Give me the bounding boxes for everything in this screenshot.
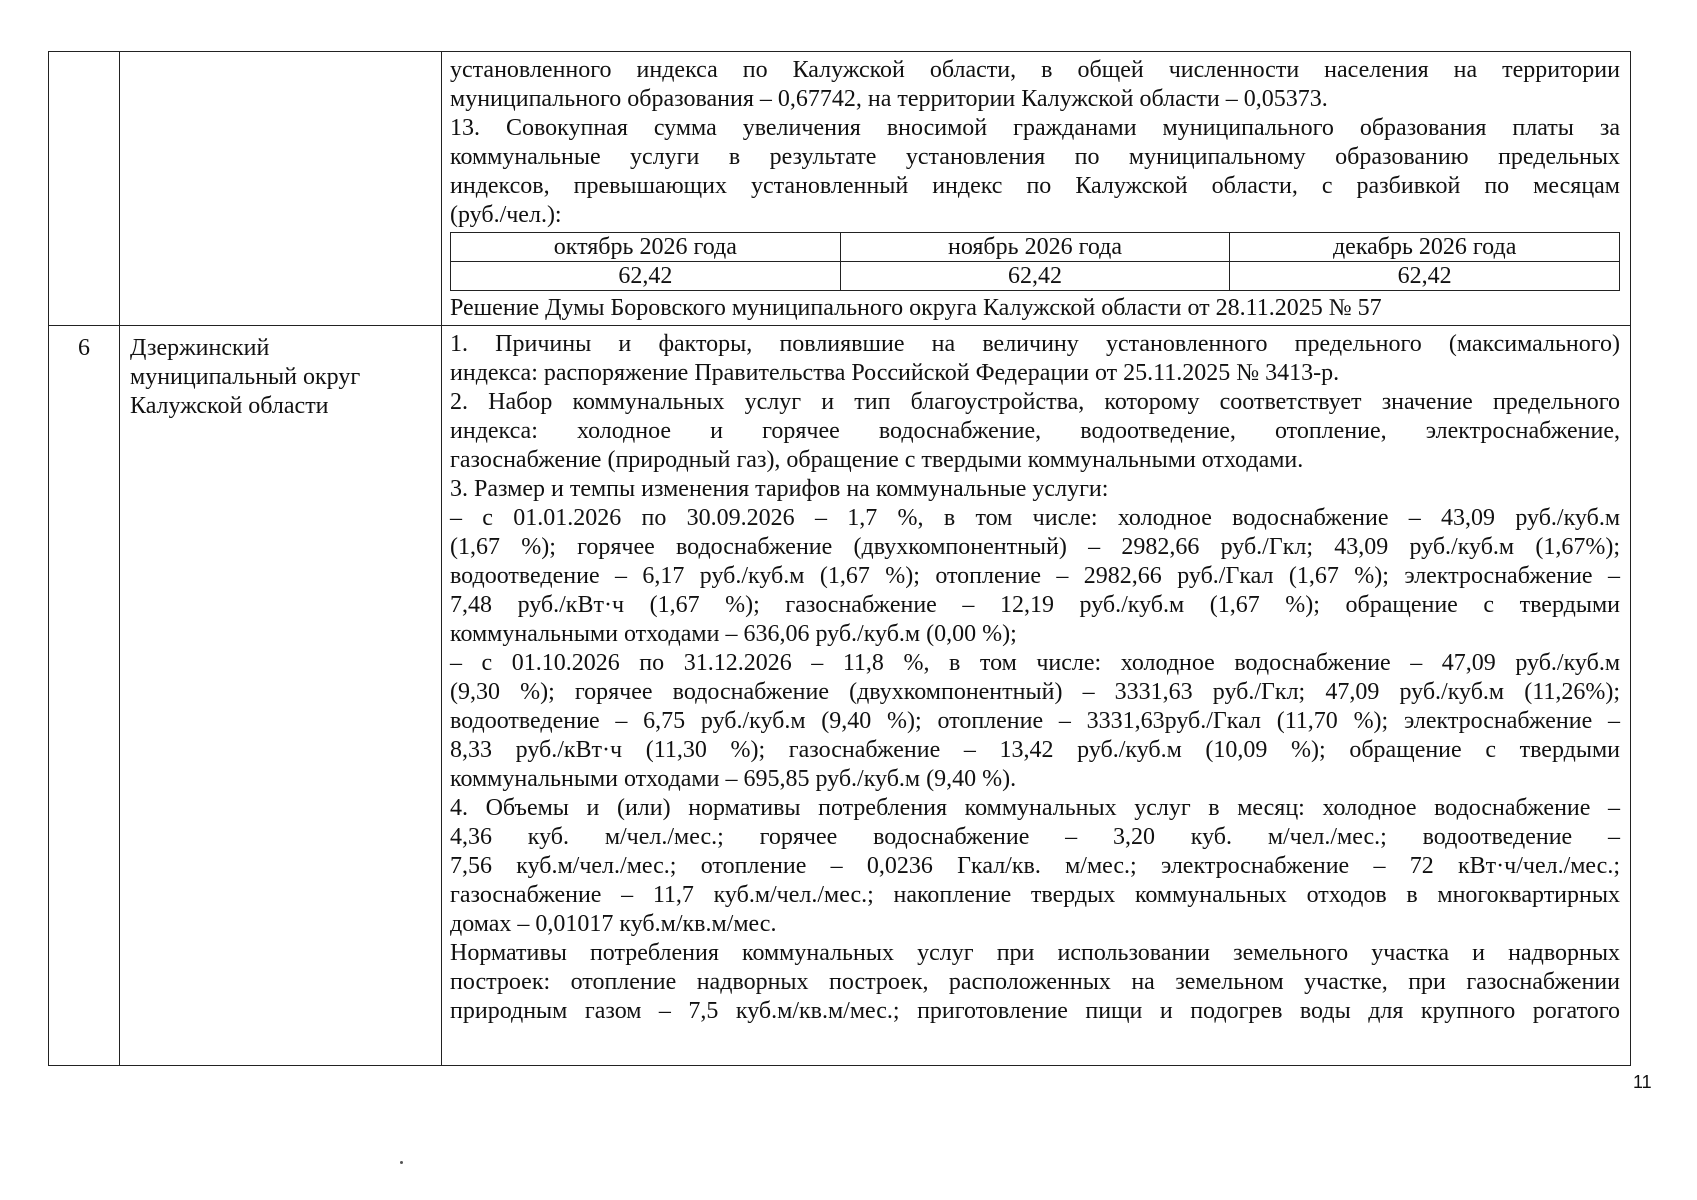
municipality-name-line: Дзержинский <box>130 335 270 361</box>
text-line: индекса: распоряжение Правительства Российской Федерации от 25.11.2025 № 3413-р. <box>450 360 1340 386</box>
text-line: 4. Объемы и (или) нормативы потребления коммунальных услуг в месяц: холодное водоснабжение – <box>450 795 1620 821</box>
text-line: (руб./чел.): <box>450 202 562 228</box>
paragraph-reasons <box>450 330 1620 388</box>
text-line: – с 01.10.2026 по 31.12.2026 – 11,8 %, в том числе: холодное водоснабжение – 47,09 руб./куб.м <box>450 650 1620 676</box>
content-cell-row-6 <box>442 326 1631 1066</box>
text-line: коммунальными отходами – 636,06 руб./куб.м (0,00 %); <box>450 621 1017 647</box>
paragraph-tariffs-heading <box>450 475 1620 504</box>
text-line: (9,30 %); горячее водоснабжение (двухкомпонентный) – 3331,63 руб./Гкл; 47,09 руб./куб.м (11,26%); <box>450 679 1620 705</box>
month-header-october: октябрь 2026 года <box>451 233 841 262</box>
table-row-6 <box>49 326 1631 1066</box>
month-header-november: ноябрь 2026 года <box>840 233 1230 262</box>
text-line: 8,33 руб./кВт·ч (11,30 %); газоснабжение – 13,42 руб./куб.м (10,09 %); обращение с твердыми <box>450 737 1620 763</box>
paragraph-tariffs-period-2 <box>450 649 1620 794</box>
text-line: Нормативы потребления коммунальных услуг при использовании земельного участка и надворных <box>450 940 1620 966</box>
paragraph-services-set <box>450 388 1620 475</box>
text-line: индексов, превышающих установленный индекс по Калужской области, с разбивкой по месяцам <box>450 173 1620 199</box>
text-line: газоснабжение (природный газ), обращение с твердыми коммунальными отходами. <box>450 447 1304 473</box>
document-table <box>48 51 1631 1066</box>
months-values-row <box>451 262 1620 291</box>
text-line: домах – 0,01017 куб.м/кв.м/мес. <box>450 911 777 937</box>
text-line: 1. Причины и факторы, повлиявшие на величину установленного предельного (максимального) <box>450 331 1620 357</box>
text-line: 13. Совокупная сумма увеличения вносимой гражданами муниципального образования платы за <box>450 115 1620 141</box>
text-line: построек: отопление надворных построек, расположенных на земельном участке, при газоснабжении <box>450 969 1620 995</box>
text-line: 2. Набор коммунальных услуг и тип благоустройства, которому соответствует значение предельного <box>450 389 1620 415</box>
scan-artifact-dot <box>400 1161 403 1164</box>
text-line: водоотведение – 6,17 руб./куб.м (1,67 %); отопление – 2982,66 руб./Гкал (1,67 %); электроснабжение – <box>450 563 1620 589</box>
text-line: газоснабжение – 11,7 куб.м/чел./мес.; накопление твердых коммунальных отходов в многоквартирных <box>450 882 1620 908</box>
table-row-previous <box>49 52 1631 326</box>
text-line: природным газом – 7,5 куб.м/кв.м/мес.; приготовление пищи и подогрев воды для крупного рогатого <box>450 998 1620 1024</box>
row-number-cell: 6 <box>49 326 120 1066</box>
paragraph-land-plot-norms <box>450 939 1620 1026</box>
municipality-name-line: муниципальный округ <box>130 364 361 390</box>
duma-decision-reference: Решение Думы Боровского муниципального округа Калужской области от 28.11.2025 № 57 <box>450 295 1382 321</box>
text-line: коммунальные услуги в результате установления по муниципальному образованию предельных <box>450 144 1620 170</box>
paragraph-tariffs-period-1 <box>450 504 1620 649</box>
row-number-cell <box>49 52 120 326</box>
text-line: 4,36 куб. м/чел./мес.; горячее водоснабжение – 3,20 куб. м/чел./мес.; водоотведение – <box>450 824 1620 850</box>
text-line: 7,48 руб./кВт·ч (1,67 %); газоснабжение – 12,19 руб./куб.м (1,67 %); обращение с твердыми <box>450 592 1620 618</box>
municipality-name-cell <box>120 52 442 326</box>
text-line: 3. Размер и темпы изменения тарифов на коммунальные услуги: <box>450 476 1109 502</box>
text-line: муниципального образования – 0,67742, на территории Калужской области – 0,05373. <box>450 86 1328 112</box>
content-cell-previous <box>442 52 1631 326</box>
month-value-november: 62,42 <box>840 262 1230 291</box>
text-line: водоотведение – 6,75 руб./куб.м (9,40 %); отопление – 3331,63руб./Гкал (11,70 %); электроснабжение – <box>450 708 1620 734</box>
text-line: индекса: холодное и горячее водоснабжение, водоотведение, отопление, электроснабжение, <box>450 418 1620 444</box>
monthly-increase-table <box>450 232 1620 291</box>
municipality-name-line: Калужской области <box>130 393 329 419</box>
paragraph-12-continuation <box>450 56 1620 114</box>
month-header-december: декабрь 2026 года <box>1230 233 1620 262</box>
text-line: – с 01.01.2026 по 30.09.2026 – 1,7 %, в том числе: холодное водоснабжение – 43,09 руб./куб.м <box>450 505 1620 531</box>
month-value-october: 62,42 <box>451 262 841 291</box>
text-line: (1,67 %); горячее водоснабжение (двухкомпонентный) – 2982,66 руб./Гкл; 43,09 руб./куб.м (1,67%); <box>450 534 1620 560</box>
months-header-row <box>451 233 1620 262</box>
page-number: 11 <box>1633 1072 1652 1092</box>
text-line: 7,56 куб.м/чел./мес.; отопление – 0,0236 Гкал/кв. м/мес.; электроснабжение – 72 кВт·ч/чел./мес.; <box>450 853 1620 879</box>
text-line: коммунальными отходами – 695,85 руб./куб.м (9,40 %). <box>450 766 1017 792</box>
text-line: установленного индекса по Калужской области, в общей численности населения на территории <box>450 57 1620 83</box>
municipality-name-cell <box>120 326 442 1066</box>
month-value-december: 62,42 <box>1230 262 1620 291</box>
paragraph-13 <box>450 114 1620 230</box>
paragraph-consumption-norms <box>450 794 1620 939</box>
